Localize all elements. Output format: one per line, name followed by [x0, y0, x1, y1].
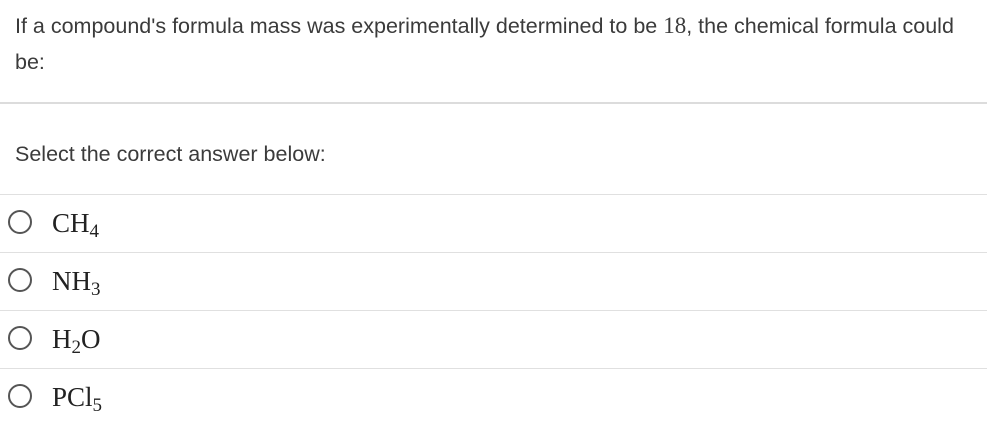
answer-options [0, 194, 987, 428]
option-formula: PCl$_5$ [52, 382, 103, 416]
question-number: 18 [663, 13, 687, 38]
answer-option-ch4[interactable] [0, 194, 987, 252]
answer-option-h2o[interactable] [0, 310, 987, 368]
radio-button[interactable] [8, 268, 32, 292]
radio-button[interactable] [8, 210, 32, 234]
question-divider [0, 102, 987, 104]
question-text-after: , the chemical formula could be: [15, 14, 954, 74]
question-text [15, 8, 975, 80]
radio-button[interactable] [8, 326, 32, 350]
answer-option-pcl5[interactable] [0, 368, 987, 428]
question-text-before: If a compound's formula mass was experimentally determined to be [15, 14, 664, 38]
option-formula: $H_2O$ [52, 324, 101, 358]
option-formula: $NH_3$ [52, 266, 101, 300]
radio-button[interactable] [8, 384, 32, 408]
answer-prompt: Select the correct answer below: [15, 142, 326, 166]
answer-option-nh3[interactable] [0, 252, 987, 310]
option-formula: $CH_4$ [52, 208, 100, 242]
